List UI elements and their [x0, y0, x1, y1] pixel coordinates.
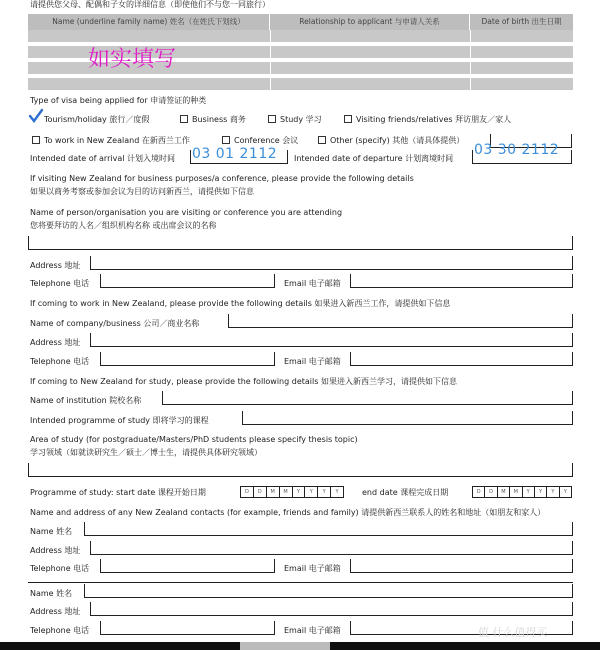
work-heading: If coming to work in New Zealand, please provide the following details 如果进入新西兰工作，请提供如下信息 [30, 299, 451, 308]
study-programme-field[interactable] [242, 411, 573, 425]
header-relationship: Relationship to applicant 与申请人关系 [270, 14, 470, 30]
option-conference[interactable]: Conference 会议 [222, 136, 298, 146]
family-row[interactable] [28, 30, 573, 42]
study-area-label-cn: 学习领域（如就读研究生／硕士／博士生，请提供具体研究领域） [30, 448, 262, 457]
option-work[interactable]: To work in New Zealand 在新西兰工作 [32, 136, 190, 146]
contact1-email-field[interactable] [350, 559, 573, 573]
work-address-field[interactable] [90, 333, 573, 347]
contact2-email-label: Email 电子邮箱 [284, 626, 341, 635]
arrival-label: Intended date of arrival 计划入境时间 [30, 154, 175, 163]
work-company-label: Name of company/business 公司／商业名称 [30, 319, 200, 328]
checkbox[interactable] [180, 115, 188, 123]
departure-value: 03 30 2112 [474, 142, 560, 158]
checkbox[interactable] [318, 136, 326, 144]
study-institution-label: Name of institution 院校名称 [30, 396, 142, 405]
family-row[interactable] [28, 78, 573, 90]
arrival-value: 03 01 2112 [192, 146, 278, 162]
checkbox[interactable] [32, 136, 40, 144]
option-tourism[interactable]: Tourism/holiday 旅行／度假 [44, 115, 150, 124]
work-telephone-field[interactable] [100, 352, 275, 366]
work-email-label: Email 电子邮箱 [284, 357, 341, 366]
study-heading: If coming to New Zealand for study, please provide the following details 如果进入新西兰学习，请提供如下信息 [30, 377, 457, 386]
visa-type-title: Type of visa being applied for 申请签证的种类 [30, 96, 207, 105]
business-telephone-field[interactable] [100, 274, 275, 288]
work-company-field[interactable] [228, 314, 573, 328]
study-institution-field[interactable] [162, 391, 573, 405]
work-address-label: Address 地址 [30, 338, 81, 347]
contact1-email-label: Email 电子邮箱 [284, 564, 341, 573]
departure-label: Intended date of departure 计划离境时间 [294, 154, 454, 163]
study-start-label: Programme of study: start date 课程开始日期 [30, 488, 206, 497]
business-heading-en: If visiting New Zealand for business purposes/a conference, please provide the following details [30, 174, 414, 183]
work-telephone-label: Telephone 电话 [30, 357, 90, 366]
study-programme-label: Intended programme of study 即将学习的课程 [30, 416, 209, 425]
option-study[interactable]: Study 学习 [268, 115, 322, 125]
business-address-label: Address 地址 [30, 261, 81, 270]
business-email-label: Email 电子邮箱 [284, 279, 341, 288]
study-start-date[interactable]: D D M M Y Y Y Y [240, 486, 344, 498]
contact2-telephone-label: Telephone 电话 [30, 626, 90, 635]
header-name: Name (underline family name) 姓名（在姓氏下划线） [28, 14, 270, 30]
contact2-address-field[interactable] [90, 602, 573, 616]
contacts-heading: Name and address of any New Zealand contacts (for example, friends and family) 请提供新西兰联系人的姓名和地址（如朋友和家人） [30, 508, 546, 517]
contact2-name-field[interactable] [84, 584, 573, 598]
checkbox[interactable] [268, 115, 276, 123]
contact1-address-field[interactable] [90, 541, 573, 555]
top-note: 请提供您父母、配偶和子女的详细信息（即使他们不与您一同旅行） [30, 0, 270, 9]
contact1-telephone-field[interactable] [100, 559, 275, 573]
contact2-telephone-field[interactable] [100, 621, 275, 635]
handwritten-note: 如实填写 [88, 47, 177, 72]
option-business[interactable]: Business 商务 [180, 115, 246, 125]
study-end-label: end date 课程完成日期 [362, 488, 449, 497]
family-table-header [28, 14, 573, 30]
study-area-label-en: Area of study (for postgraduate/Masters/PhD students please specify thesis topic) [30, 435, 358, 444]
study-end-date[interactable]: D D M M Y Y Y Y [472, 486, 572, 498]
business-name-label-en: Name of person/organisation you are visiting or conference you are attending [30, 208, 343, 217]
contact1-name-label: Name 姓名 [30, 527, 73, 536]
business-name-label-cn: 您将要拜访的人名／组织机构名称 或出席会议的名称 [30, 221, 217, 230]
contact2-address-label: Address 地址 [30, 607, 81, 616]
business-telephone-label: Telephone 电话 [30, 279, 90, 288]
contact1-address-label: Address 地址 [30, 546, 81, 555]
contact2-name-label: Name 姓名 [30, 589, 73, 598]
checkbox[interactable] [222, 136, 230, 144]
contact1-telephone-label: Telephone 电话 [30, 564, 90, 573]
option-other[interactable]: Other (specify) 其他（请具体提供） [318, 136, 464, 146]
bottom-band [0, 642, 600, 650]
study-area-field[interactable] [28, 463, 573, 477]
header-dob: Date of birth 出生日期 [481, 17, 562, 26]
business-name-field[interactable] [28, 236, 573, 250]
check-icon [28, 108, 42, 122]
business-email-field[interactable] [350, 274, 573, 288]
option-visiting[interactable]: Visiting friends/relatives 拜访朋友／家人 [344, 115, 511, 125]
work-email-field[interactable] [350, 352, 573, 366]
business-heading-cn: 如果以商务考察或参加会议为目的访问新西兰，请提供如下信息 [30, 187, 254, 196]
divider [28, 582, 573, 583]
watermark: 值 什么值得买 [478, 626, 548, 639]
contact1-name-field[interactable] [84, 522, 573, 536]
business-address-field[interactable] [90, 256, 573, 270]
checkbox[interactable] [344, 115, 352, 123]
